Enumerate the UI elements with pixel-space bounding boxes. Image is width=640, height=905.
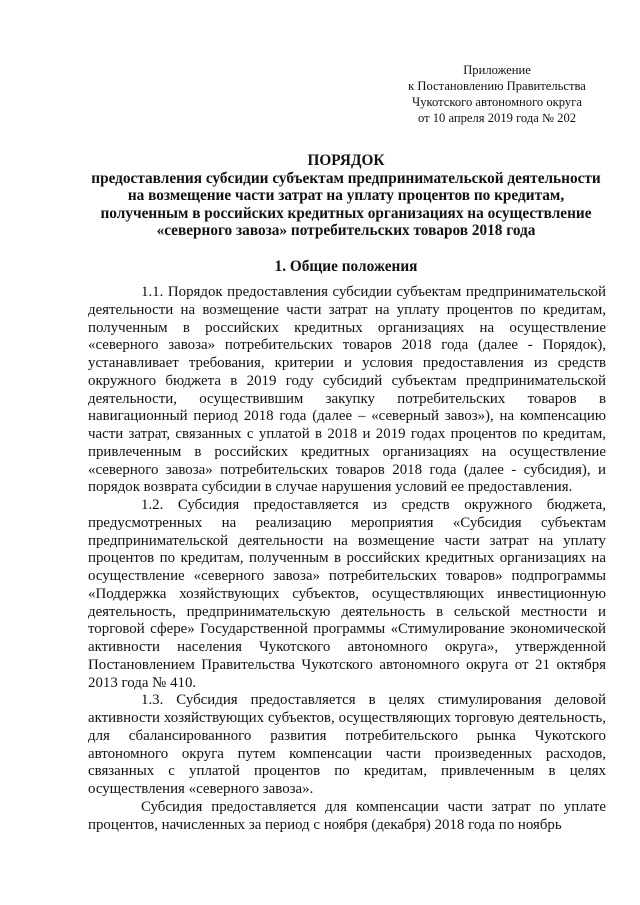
document-body [88, 284, 606, 834]
appendix-resolution-ref: к Постановлению Правительства [408, 79, 586, 93]
appendix-date-number: от 10 апреля 2019 года № 202 [417, 111, 577, 125]
paragraph-subsidy-period: Субсидия предоставляется для компенсации части затрат по уплате процентов, начисленных за период с ноября (декабря) 2018 года по ноябрь [88, 798, 606, 833]
title-line-3: полученным в российских кредитных организациях на осуществление [100, 204, 592, 222]
section-heading-general: 1. Общие положения [274, 258, 418, 275]
title-line-2: на возмещение части затрат на уплату процентов по кредитам, [127, 187, 565, 204]
document-title [86, 152, 606, 240]
title-main: ПОРЯДОК [307, 152, 385, 169]
paragraph-1-1: 1.1. Порядок предоставления субсидии субъектам предпринимательской деятельности на возмещение части затрат на уплату процентов по кредитам, полученным в российских кредитных организациях на осуществление «северного завоза» потребительских товаров 2018 года (далее - Порядок), устанавливает требования, критерии и условия предоставления из средств окружного бюджета в 2019 году субсидий субъектам предпринимательской деятельности, осуществившим закупку потребительских товаров в навигационный период 2018 года (далее – «северный завоз»), на компенсацию части затрат, связанных с уплатой в 2018 и 2019 годах процентов по кредитам, привлеченным в российских кредитных организациях на осуществление «северного завоза» потребительских товаров 2018 года (далее - субсидия), и порядок возврата субсидии в случае нарушения условий ее предоставления. [88, 284, 606, 496]
paragraph-1-2: 1.2. Субсидия предоставляется из средств окружного бюджета, предусмотренных на реализацию мероприятия «Субсидия субъектам предпринимательской деятельности на возмещение части затрат на уплату процентов по кредитам, полученным в российских кредитных организациях на осуществление «северного завоза» потребительских товаров» подпрограммы «Поддержка хозяйствующих субъектов, осуществляющих инвестиционную деятельность, предпринимательскую деятельность в сельской местности и торговой сфере» Государственной программы «Стимулирование экономической активности населения Чукотского автономного округа», утвержденной Постановлением Правительства Чукотского автономного округа от 21 октября 2013 года № 410. [88, 497, 606, 691]
appendix-region: Чукотского автономного округа [412, 95, 582, 109]
paragraph-1-3: 1.3. Субсидия предоставляется в целях стимулирования деловой активности хозяйствующих субъектов, осуществляющих торговую деятельность, для сбалансированного развития потребительского рынка Чукотского автономного округа путем компенсации части произведенных расходов, связанных с уплатой процентов по кредитам, привлеченным в целях осуществления «северного завоза». [88, 692, 606, 797]
title-line-4: «северного завоза» потребительских товаров 2018 года [156, 222, 536, 239]
appendix-label: Приложение [463, 63, 531, 77]
appendix-header [392, 62, 602, 126]
title-line-1: предоставления субсидии субъектам предпринимательской деятельности [91, 169, 601, 187]
